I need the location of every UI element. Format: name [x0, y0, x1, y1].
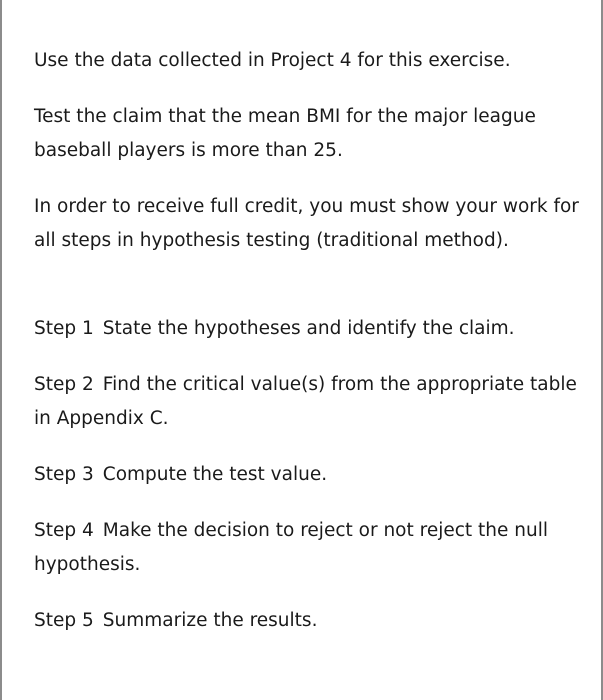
step-4: [34, 514, 589, 582]
step-text: Summarize the results.: [102, 610, 318, 631]
step-3: [34, 458, 589, 492]
step-label: Step 1: [34, 318, 94, 339]
step-text: Make the decision to reject or not reject the null hypothesis.: [34, 520, 549, 575]
intro-paragraph: Use the data collected in Project 4 for this exercise.: [34, 50, 511, 71]
step-label: Step 3: [34, 464, 94, 485]
step-text: State the hypotheses and identify the claim.: [102, 318, 515, 339]
document-content: [34, 44, 589, 660]
step-text: Find the critical value(s) from the appropriate table in Appendix C.: [34, 374, 577, 429]
step-label: Step 5: [34, 610, 94, 631]
step-label: Step 4: [34, 520, 94, 541]
step-2: [34, 368, 589, 436]
step-1: [34, 312, 589, 346]
step-text: Compute the test value.: [102, 464, 328, 485]
step-5: [34, 604, 589, 638]
claim-paragraph: Test the claim that the mean BMI for the major league baseball players is more than 25.: [34, 106, 536, 161]
step-label: Step 2: [34, 374, 94, 395]
instructions-paragraph: In order to receive full credit, you must show your work for all steps in hypothesis testing (traditional method).: [34, 196, 579, 251]
